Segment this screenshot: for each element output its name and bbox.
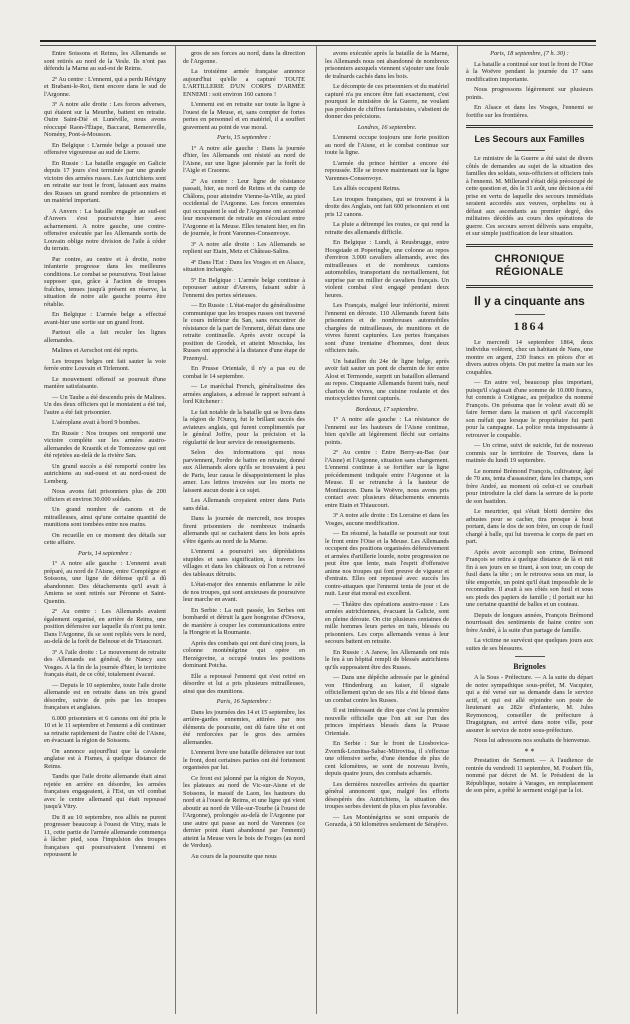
paragraph: 3º A notre aile droite : En Lorraine et dans les Vosges, aucune modification. — [325, 512, 449, 527]
paragraph: En Serbie : La nuit passée, les Serbes ont bombardé et détruit la gare hongroise d'Orsova, de manière à couper les communications entre la Hongrie et la Roumanie. — [183, 606, 305, 636]
paragraph: Les Allemands croyaient entrer dans Paris sans délai. — [183, 497, 305, 512]
paragraph: Par contre, au centre et à droite, notre infanterie progresse dans les meilleures conditions. Le combat se poursuivra. Tout laisse supposer que, grâce à l'action de troupes fraîches, tenues jusqu'à présent en réserve, la situation de notre aile gauche pourra être rétablie. — [44, 255, 166, 308]
dateline: Paris, 18 septembre, (7 h. 30) : — [490, 50, 569, 57]
column-4 — [466, 50, 593, 1014]
paragraph: En Serbie : Sur le front de Liosbovica-Zvornik-Loznitsa-Sabac-Mitrovitsa, il s'effectue une offensive serbe, d'une étendue de plus de cent kilomètres, se sont de nouveau livrés, depuis quatre jours, des combats acharnés. — [325, 740, 449, 777]
paragraph: Partout elle a fait reculer les lignes allemandes. — [44, 329, 166, 344]
paragraph: La victime ne survécut que quelques jours aux suites de ses blessures. — [466, 637, 593, 652]
dateline: Paris, 16 Septembre : — [216, 698, 272, 705]
column-1 — [44, 50, 166, 1014]
paragraph: gros de ses forces au nord, dans la direction de l'Argonne. — [183, 50, 305, 65]
paragraph: L'ennemi a poursuivi ses déprédations stupides et sans signification, à travers les villages et dans les châteaux où l'on a retrouvé des tableaux détruits. — [183, 548, 305, 578]
paragraph: — Un Taube a été descendu près de Malines. Un des deux officiers qui le montaient a été tué, l'autre a été fait prisonnier. — [44, 393, 166, 416]
paragraph: — Théâtre des opérations austro-russe : Les armées autrichiennes, évacuant la Galicie, sont en pleine déroute. On cite plusieurs centaines de mille hommes leurs pertes en tués, blessés ou prisonniers. Les corps allemands venus à leur secours battent en retraite. — [325, 600, 449, 645]
paragraph: En Belgique : L'armée belge a effectué avant-hier une sortie sur un grand front. — [44, 311, 166, 326]
paragraph: — En autre vol, beaucoup plus important, puisqu'il s'agissait d'une somme de 10.000 francs, fut commis à Cotignac, au préjudice du nommé François. On présuma que le voleur avait dû se faire fermer dans la maison et qu'il s'accomplit son méfait que lorsque le propriétaire fut parti pour la campagne. La police resta impuissante à retrouver le coupable. — [466, 379, 593, 439]
paragraph: L'aéroplane avait à bord 9 bombes. — [52, 419, 141, 426]
column-divider — [175, 46, 176, 1014]
paragraph: Les dernières nouvelles arrivées du quartier général annoncent que, malgré les efforts désespérés des Autrichiens, la situation des troupes serbes devient de plus en plus favorable. — [325, 780, 449, 810]
paragraph: 1º A notre aile gauche : La résistance de l'ennemi sur les hauteurs de l'Aisne continue, bien qu'elle ait légèrement fléchi sur certains points. — [325, 416, 449, 446]
paragraph: Après des combats qui ont duré cinq jours, la colonne monténégrine qui opère en Herzégovine, a occupé toutes les positions dominant Potcha. — [183, 639, 305, 669]
top-rule — [40, 40, 596, 42]
paragraph: On annonce aujourd'hui que la cavalerie anglaise est à Fismes, à quelque distance de Reims. — [44, 747, 166, 770]
column-divider — [316, 46, 317, 1014]
paragraph: Après avoir accompli son crime, Brémond François se retira à quelque distance de là et mit fin à ses jours en se tirant, à son tour, un coup de fusil dans la tête ; on le retrouva sous un mur, la tête emportée, un point qu'il était impossible de le reconnaître. Il avait à ses côtés son fusil et sous ses pieds des papiers de famille ; il portait sur lui une certaine quantité de balles et un couteau. — [466, 548, 593, 608]
column-2 — [183, 50, 305, 1014]
paragraph: — Les Monténégrins se sont emparés de Gorazda, à 50 kilomètres seulement de Sérajévo. — [325, 813, 449, 828]
paragraph: Les troupes françaises, qui se trouvent à la droite des Anglais, ont fait 600 prisonniers et ont pris 12 canons. — [325, 195, 449, 218]
paragraph: Il est intéressant de dire que c'est la première nouvelle officielle que l'on ait sur l'un des princes impériaux blessés dans la Prusse Orientale. — [325, 707, 449, 737]
brignoles-heading: Brignoles — [513, 662, 546, 671]
paragraph: L'armée du prince héritier a encore été repoussée. Elle se trouve maintenant sur la ligne Varennes-Consenvoye. — [325, 159, 449, 182]
short-rule — [515, 150, 545, 151]
paragraph: Le ministre de la Guerre a été saisi de divers côtés de demandes au sujet de la situation des familles des soldats, sous-officiers et officiers tués à l'ennemi. M. Millerand s'était déjà préoccupé de cette question et, dès le 31 août, une décision a été prise en vertu de laquelle des secours immédiats seraient accordés aux veuves, orphelins ou à défaut aux ascendants au premier degré, des militaires décédés au cours des opérations de guerre. Ces secours seront délivrés sans enquête, et sur simple justification de leur situation. — [466, 155, 593, 237]
section-rule — [466, 244, 593, 247]
dateline: Paris, 14 septembre : — [78, 549, 132, 557]
paragraph: — Dans une dépêche adressée par le général von Hindenburg au kaiser, il signale officiellement qu'un de ses fils a été blessé dans un combat contre les Russes. — [325, 674, 449, 704]
paragraph: En Russie : A Janow, les Allemands ont mis le feu à un hôpital rempli de blessés autrichiens qu'ils supposaient être des Russes. — [325, 648, 449, 671]
paragraph: Le nommé Brémond François, cultivateur, âgé de 70 ans, tenta d'assassiner, dans les champs, son frère André, au moment où celui-ci se courbait pour introduire la clef dans la serrure de la porte de son bastidon. — [466, 467, 593, 505]
paragraph: Nous lui adressons nos souhaits de bienvenue. — [474, 737, 591, 744]
column-4-dispatch — [466, 50, 593, 119]
paragraph: 2º Au centre : L'ennemi, qui a perdu Révigny et Brabant-le-Roi, tient encore dans le sud de l'Argonne. — [44, 75, 166, 98]
paragraph: Malines et Aerschot ont été repris. — [52, 347, 139, 354]
paragraph: 1º A notre aile gauche : Dans la journée d'hier, les Allemands ont résisté au nord de l'Aisne, sur une ligne jalonnée par la forêt de l'Aigle et Craonne. — [183, 144, 305, 174]
paragraph: Prestation de Serment. — A l'audience de rentrée du vendredi 11 septembre, M. Foubert fils, nommé par décret de M. le Président de la République, notaire à Varages, en remplacement de son père, a prêté le serment exigé par la loi. — [466, 757, 593, 794]
column-divider — [457, 46, 458, 1014]
secours-heading: Les Secours aux Familles — [474, 134, 585, 144]
paragraph: Un bataillon du 24e de ligne belge, après avoir fait sauter un pont de chemin de fer entre Alost et Termonde, surprit un bataillon allemand au repos. Cinquante Allemands furent tués, neuf chariots de vivres, une cuisine roulante et des motocyclettes furent capturés. — [325, 357, 449, 402]
paragraph: Le meurtrier, qui s'était blotti derrière des arbustes pour se cacher, tira presque à bout portant, dans le dos de son frère, un coup de fusil chargé à balle, qui lui traversa le corps de part en part. — [466, 508, 593, 545]
paragraph: 4º Dans l'Est : Dans les Vosges et en Alsace, situation inchangée. — [183, 258, 305, 273]
paragraph: Les alliés occupent Reims. — [333, 185, 401, 192]
paragraph: 6.000 prisonniers et 6 canons ont été pris le 10 et le 11 septembre et l'ennemi a dû continuer sa retraite rapidement de l'autre côté de l'Aisne, en évacuant la région de Soissons. — [44, 714, 166, 744]
paragraph: — En Russie : L'état-major du généralissime communique que les troupes russes ont traversé le cours inférieur du San, sans rencontrer de résistance de la part de l'ennemi, défait dans une retraite continuelle. Après avoir occupé la position de Grodek, et atteint Mosciska, les Russes ont approché à la distance d'une étape de Przemysl. — [183, 302, 305, 362]
paragraph: 3º A l'aile droite : Le mouvement de retraite des Allemands est général, de Nancy aux Vosges. A la fin de la journée d'hier, le territoire français était, de ce côté, totalement évacué. — [44, 648, 166, 678]
paragraph: Nous avons fait prisonniers plus de 200 officiers et environ 30.000 soldats. — [44, 488, 166, 503]
section-rule — [466, 285, 593, 288]
column-3 — [325, 50, 449, 1014]
year-heading: 1864 — [513, 318, 546, 333]
paragraph: Les Français, malgré leur infériorité, mirent l'ennemi en déroute. 110 Allemands furent faits prisonniers et de nombreuses automobiles chargées de mitrailleuses, de munitions et de vivres furent capturées. Les pertes françaises sont d'une trentaine d'hommes, dont deux officiers tués. — [325, 302, 449, 354]
paragraph: A la Sous - Préfecture. — A la suite du départ de notre sympathique sous-préfet, M. Vacquier, qui a été versé sur sa demande dans le service actif, et qui est allé rejoindre son poste de lieutenant au 282e d'infanterie, M. Jules Reymoncoq, conseiller de préfecture à Draguignan, est arrivé dans notre ville, pour assurer le service de notre sous-préfecture. — [466, 674, 593, 734]
paragraph: La pluie a détrempé les routes, ce qui rend la retraite des allemands difficile. — [325, 221, 449, 236]
paragraph: La bataille a continué sur tout le front de l'Oise à la Woëvre pendant la journée du 17 sans modification importante. — [466, 60, 593, 83]
cinquante-heading: Il y a cinquante ans — [474, 293, 585, 308]
dateline: Paris, 15 septembre : — [217, 134, 271, 141]
chronique-heading: CHRONIQUE RÉGIONALE — [494, 252, 565, 278]
paragraph: 3º A notre aile droite : Les forces adverses, qui étaient sur la Meurthe, battent en retraite. Outre Saint-Dié et Lunéville, nous avons réoccupé Raon-l'Étape, Baccarat, Remereville, Nomény, Pont-à-Mousson. — [44, 101, 166, 138]
paragraph: Entre Soissons et Reims, les Allemands se sont retirés au nord de la Vesle. Ils n'ont pas défendu la Marne au sud-est de Reims. — [44, 50, 166, 72]
paragraph: L'ennemi est en retraite sur toute la ligne à l'ouest de la Meuse, et, sans compter de fortes pertes en personnel et en matériel, il a souffert gravement au point de vue moral. — [183, 101, 305, 131]
paragraph: 2º Au centre : Leur ligne de résistance passait, hier, au nord de Reims et du camp de Châlons, pour atteindre Vienne-la-Ville, au pied occidental de l'Argonne. Les forces ennemies qui occupaient le sud de l'Argonne ont accentué leur mouvement de retraite en s'écoulant entre l'Argonne et la Meuse. Elles tenaient hier, en fin de journée, le front Varennes-Consenvoye. — [183, 177, 305, 237]
prestation-article — [466, 757, 593, 795]
paragraph: — Un crime, suivi de suicide, fut de nouveau commis sur le territoire de Tourves, dans la matinée du lundi 19 septembre. — [466, 442, 593, 464]
paragraph: Le mouvement offensif se poursuit d'une manière satisfaisante. — [44, 375, 166, 390]
short-rule — [515, 656, 545, 657]
paragraph: Le décompte de ces prisonniers et du matériel capturé n'a pu encore être fait exactement, c'est pourquoi le ministère de la Guerre, ne voulant pas produire de chiffres fantaisistes, s'abstient de donner des précisions. — [325, 83, 449, 120]
paragraph: En Prusse Orientale, il n'y a pas eu de combat le 14 septembre. — [183, 365, 305, 380]
paragraph: L'ennemi occupe toujours une forte position au nord de l'Aisne, et le combat continue sur toute la ligne. — [325, 134, 449, 156]
chronique-article — [466, 339, 593, 653]
paragraph: Le mercredi 14 septembre 1864, deux individus volèrent, chez un habitant de Nans, une montre en argent, 230 francs en pièces d'or et divers autres objets. On put mettre la main sur les coupables. — [466, 338, 593, 376]
paragraph: — Depuis le 10 septembre, toute l'aile droite allemande est en retraite dans un très grand désordre, suivie de près par les troupes françaises et anglaises. — [44, 681, 166, 711]
secours-article — [466, 155, 593, 238]
paragraph: En Russie : La bataille engagée en Galicie depuis 17 jours s'est terminée par une grande victoire des armées russes. Les Autrichiens sont en retraite sur tout le front, laissant aux mains des Russes un grand nombre de prisonniers et un matériel important. — [44, 159, 166, 204]
paragraph: 3º A notre aile droite : Les Allemands se replient sur Etain, Metz et Château-Salins. — [183, 240, 305, 255]
section-rule — [466, 125, 593, 128]
paragraph: En Belgique : Lundi, à Reusbrugge, entre Hoogstade et Poperinghe, une colonne au repos d'environ 3.000 cavaliers allemands, avec des mitrailleuses et de nombreux camions automobiles, transportant du ravitaillement, fut surprise par un millier de cavaliers français. Un violent combat s'est engagé pendant deux heures. — [325, 239, 449, 299]
paragraph: Ce front est jalonné par la région de Noyon, les plateaux au nord de Vic-sur-Aisne et de Soissons, le massif de Laon, les hauteurs du nord et à l'ouest de Reims, et une ligne qui vient aboutir au nord de Ville-sur-Tourbe (à l'ouest de l'Argonne), prolongée au-delà de l'Argonne par une autre qui passe au nord de Varennes (ce dernier point étant abandonné par l'ennemi) atteint la Meuse vers le bois de Forges (au nord de Verdun). — [183, 774, 305, 849]
paragraph: — Le maréchal French, généralissime des armées anglaises, a adressé le rapport suivant à lord Kitchener : — [183, 383, 305, 405]
paragraph: On recueille en ce moment des détails sur cette affaire. — [44, 531, 166, 546]
stars-separator: * * — [524, 746, 535, 756]
paragraph: Les troupes belges ont fait sauter la voie ferrée entre Louvain et Tirlemont. — [44, 357, 166, 372]
short-rule — [515, 314, 545, 315]
paragraph: La troisième armée française annonce aujourd'hui qu'elle a capturé TOUTE L'ARTILLERIE D'UN CORPS D'ARMÉE ENNEMI : soit environ 160 canons ! — [183, 68, 305, 98]
paragraph: avons exécutée après la bataille de la Marne, les Allemands nous ont abandonné de nombreux prisonniers auxquels viennent s'ajouter une foule de traînards cachés dans les bois. — [325, 50, 449, 80]
paragraph: En Alsace et dans les Vosges, l'ennemi se fortifie sur les frontières. — [466, 104, 593, 119]
paragraph: Selon des informations qui nous parviennent, l'ordre de battre en retraite, donné aux Allemands alors qu'ils se trouvaient à peu de Paris, leur causa le désappointement le plus amer. Les lettres trouvées sur les morts ne laissent aucun doute à ce sujet. — [183, 449, 305, 494]
paragraph: Le fait notable de la bataille qui se livra dans la région de l'Ourcq, fut le brillant succès des aviateurs anglais, qui furent complimentés par le général Joffre, pour la précision et la régularité de leur service de renseignements. — [183, 408, 305, 446]
brignoles-article — [466, 674, 593, 745]
paragraph: 2º Au centre : Entre Berry-au-Bac (sur l'Aisne) et l'Argonne, situation sans changement. L'ennemi continue à se fortifier sur la ligne précédemment indiquée entre l'Argonne et la Meuse. Il se retranche à la hauteur de Montfaucon. Dans la Woëvre, nous avons pris contact avec plusieurs détachements ennemis entre Etain et Thiaucourt. — [325, 449, 449, 509]
paragraph: Au cours de la poursuite que nous — [191, 852, 277, 860]
paragraph: Du 8 au 10 septembre, nos alliés ne purent progresser beaucoup à l'ouest de Vitry, mais le 11, cette partie de l'armée allemande commença à lâcher pied, sous l'impulsion des troupes françaises qui poursuivaient l'ennemi et repoussent le — [44, 813, 166, 858]
paragraph: En Belgique : L'armée belge a poussé une offensive vigoureuse au sud de Lierre. — [44, 141, 166, 156]
paragraph: Un grand succès a été remporté contre les autrichiens au sud-ouest et au nord-ouest de Lemberg. — [44, 462, 166, 485]
paragraph: Un grand nombre de canons et de mitrailleuses, ainsi qu'une certaine quantité de munitions sont tombées entre nos mains. — [44, 506, 166, 528]
paragraph: 2º Au centre : Les Allemands avaient également organisé, en arrière de Reims, une position défensive sur laquelle ils n'ont pu tenir. Dans l'Argonne, ils se sont repliés vers le nord, au-delà de la forêt de Belnoue et de Triaucourt. — [44, 608, 166, 645]
paragraph: L'ennemi livre une bataille défensive sur tout le front, dont certaines parties ont été fortement organisées par lui. — [183, 749, 305, 771]
paragraph: 5º En Belgique : L'armée belge continue à repousser autour d'Anvers, faisant subir à l'ennemi des pertes sérieuses. — [183, 276, 305, 299]
paragraph: En Russie : Nos troupes ont remporté une victoire complète sur les armées austro-allemandes de Krasnik et de Tomozzow qui ont été rejetées au-delà de la rivière San. — [44, 429, 166, 459]
top-rule-thin — [40, 45, 596, 46]
paragraph: L'état-major des ennemis enflamme le zèle de nos troupes, qui sont anxieuses de poursuivre leur marche en avant. — [183, 581, 305, 603]
paragraph: Dans les journées des 14 et 15 septembre, les arrière-gardes ennemies, attirées par nos éléments de poursuite, ont dû faire tête et ont été renforcées par le gros des armées allemandes. — [183, 708, 305, 746]
dateline: Londres, 16 septembre. — [357, 123, 417, 131]
dateline: Bordeaux, 17 septembre. — [355, 405, 419, 413]
paragraph: Depuis de longues années, François Brémond nourrissait des sentiments de haine contre son frère André, à la suite d'un partage de famille. — [466, 611, 593, 634]
paragraph: Nous progressons légèrement sur plusieurs points. — [466, 86, 593, 101]
paragraph: Elle a repoussé l'ennemi qui s'est retiré en désordre et lui a pris plusieurs mitrailleuses, ainsi que des munitions. — [183, 672, 305, 695]
paragraph: — En résumé, la bataille se poursuit sur tout le front entre l'Oise et la Meuse. Les Allemands occupent des positions organisées défensivement et armées d'artillerie lourde, notre progression ne peut être que lente, mais l'esprit d'offensive anime nos troupes qui font preuve de vigueur et d'entrain. Elles ont repoussé avec succès les contre-attaques que l'ennemi tenta de jour et de nuit. Leur état moral est excellent. — [325, 530, 449, 597]
paragraph: 1º A notre aile gauche : L'ennemi avait préparé, au nord de l'Aisne, entre Compiègne et Soissons, une ligne de défense qu'il a dû abandonner. Des détachements qu'il avait à Amiens se sont retirés sur Péronne et Saint-Quentin. — [44, 560, 166, 605]
paragraph: Tandis que l'aile droite allemande était ainsi rejetée en arrière en désordre, les armées françaises engageaient, à l'Est, un vif combat avec le centre allemand qui était repoussé jusqu'à Vitry. — [44, 773, 166, 810]
paragraph: A Anvers : La bataille engagée au sud-est d'Anvers s'est poursuivie hier avec acharnement. A notre gauche, une contre-offensive exécutée par les Allemands sortis de Louvain oblige notre division de l'aile à céder du terrain. — [44, 207, 166, 252]
paragraph: Dans la journée de mercredi, nos troupes firent prisonniers de nombreux traînards allemands qui se cachaient dans les bois après s'être égarés au nord de la Marne. — [183, 515, 305, 545]
